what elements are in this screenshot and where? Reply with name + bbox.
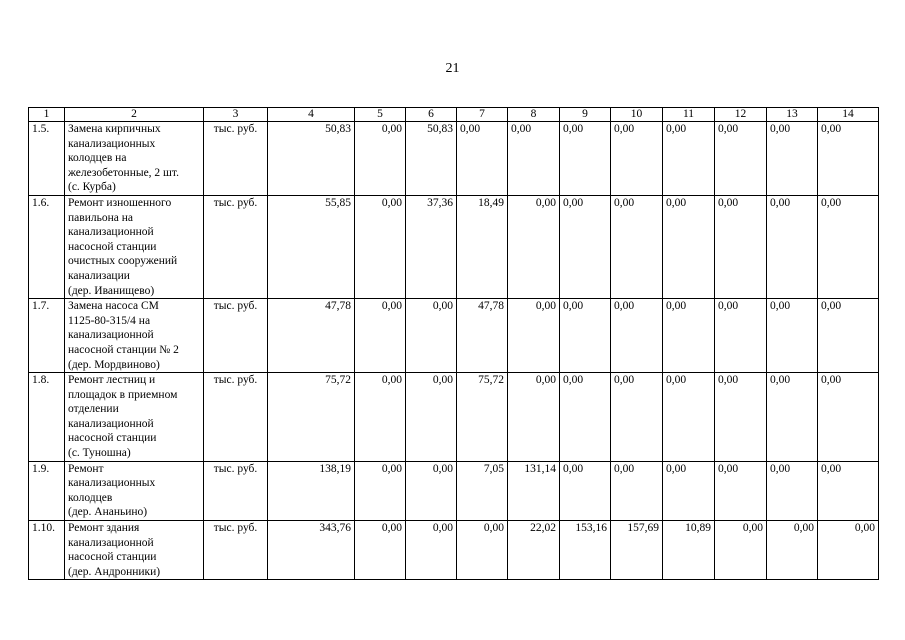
unit-cell: тыс. руб. — [204, 299, 268, 373]
value-cell-col-7: 18,49 — [457, 195, 508, 298]
column-header-12: 12 — [715, 108, 767, 122]
work-name — [65, 461, 204, 520]
value-cell-col-9: 153,16 — [560, 521, 611, 580]
value-cell-col-11: 0,00 — [663, 373, 715, 462]
column-header-8: 8 — [508, 108, 560, 122]
value-cell-col-8: 0,00 — [508, 299, 560, 373]
value-cell-col-4: 55,85 — [268, 195, 355, 298]
value-cell-col-9: 0,00 — [560, 122, 611, 196]
value-cell-col-13: 0,00 — [767, 373, 818, 462]
column-header-3: 3 — [204, 108, 268, 122]
value-cell-col-7: 75,72 — [457, 373, 508, 462]
value-cell-col-8: 131,14 — [508, 461, 560, 520]
column-header-2: 2 — [65, 108, 204, 122]
row-number: 1.7. — [29, 299, 65, 373]
row-number: 1.8. — [29, 373, 65, 462]
value-cell-col-9: 0,00 — [560, 299, 611, 373]
work-name-line: железобетонные, 2 шт. — [68, 166, 179, 179]
value-cell-col-4: 75,72 — [268, 373, 355, 462]
work-name-line: Ремонт здания — [68, 522, 140, 535]
work-name-line: (дер. Андронники) — [68, 565, 161, 578]
work-name-line: насосной станции — [68, 551, 157, 564]
work-name-line: (дер. Иванищево) — [68, 284, 155, 297]
work-name-line: (дер. Мордвиново) — [68, 358, 160, 371]
value-cell-col-7: 7,05 — [457, 461, 508, 520]
work-name-line: (с. Курба) — [68, 181, 116, 194]
work-name-line: очистных сооружений — [68, 255, 178, 268]
value-cell-col-5: 0,00 — [355, 195, 406, 298]
value-cell-col-13: 0,00 — [767, 195, 818, 298]
work-name — [65, 521, 204, 580]
value-cell-col-4: 47,78 — [268, 299, 355, 373]
column-header-7: 7 — [457, 108, 508, 122]
work-name-line: Ремонт — [68, 462, 104, 475]
value-cell-col-6: 0,00 — [406, 373, 457, 462]
work-name-line: насосной станции — [68, 240, 157, 253]
value-cell-col-14: 0,00 — [818, 195, 879, 298]
value-cell-col-12: 0,00 — [715, 122, 767, 196]
value-cell-col-6: 0,00 — [406, 461, 457, 520]
value-cell-col-11: 0,00 — [663, 122, 715, 196]
work-name-line: 1125-80-315/4 на — [68, 314, 151, 327]
value-cell-col-5: 0,00 — [355, 521, 406, 580]
work-name-line: (с. Туношна) — [68, 447, 131, 460]
work-name-line: Замена насоса СМ — [68, 300, 159, 313]
column-header-9: 9 — [560, 108, 611, 122]
value-cell-col-10: 0,00 — [611, 122, 663, 196]
value-cell-col-9: 0,00 — [560, 373, 611, 462]
work-name — [65, 195, 204, 298]
work-name-line: колодцев — [68, 491, 113, 504]
work-name-line: канализационной — [68, 417, 154, 430]
value-cell-col-11: 0,00 — [663, 299, 715, 373]
value-cell-col-8: 22,02 — [508, 521, 560, 580]
value-cell-col-12: 0,00 — [715, 195, 767, 298]
work-name-line: канализационной — [68, 536, 154, 549]
value-cell-col-8: 0,00 — [508, 122, 560, 196]
value-cell-col-14: 0,00 — [818, 373, 879, 462]
work-name — [65, 122, 204, 196]
table-row — [29, 299, 879, 373]
work-name-line: насосной станции № 2 — [68, 343, 179, 356]
row-number: 1.6. — [29, 195, 65, 298]
value-cell-col-7: 0,00 — [457, 521, 508, 580]
unit-cell: тыс. руб. — [204, 195, 268, 298]
value-cell-col-13: 0,00 — [767, 461, 818, 520]
value-cell-col-6: 37,36 — [406, 195, 457, 298]
page-number: 21 — [445, 61, 460, 76]
value-cell-col-11: 0,00 — [663, 195, 715, 298]
work-name-line: колодцев на — [68, 152, 127, 165]
value-cell-col-13: 0,00 — [767, 299, 818, 373]
unit-cell: тыс. руб. — [204, 461, 268, 520]
unit-cell: тыс. руб. — [204, 122, 268, 196]
value-cell-col-14: 0,00 — [818, 122, 879, 196]
column-header-5: 5 — [355, 108, 406, 122]
work-plan-table — [28, 107, 879, 580]
column-header-4: 4 — [268, 108, 355, 122]
value-cell-col-14: 0,00 — [818, 299, 879, 373]
work-name-line: канализационных — [68, 137, 156, 150]
work-name — [65, 299, 204, 373]
value-cell-col-10: 0,00 — [611, 299, 663, 373]
row-number: 1.9. — [29, 461, 65, 520]
work-name-line: Замена кирпичных — [68, 123, 161, 135]
header-row — [29, 108, 879, 122]
value-cell-col-8: 0,00 — [508, 195, 560, 298]
value-cell-col-12: 0,00 — [715, 373, 767, 462]
row-number: 1.10. — [29, 521, 65, 580]
value-cell-col-5: 0,00 — [355, 373, 406, 462]
work-name-line: насосной станции — [68, 432, 157, 445]
value-cell-col-10: 0,00 — [611, 461, 663, 520]
column-header-10: 10 — [611, 108, 663, 122]
work-name-line: (дер. Ананьино) — [68, 506, 148, 519]
unit-cell: тыс. руб. — [204, 521, 268, 580]
work-name-line: канализации — [68, 269, 130, 282]
value-cell-col-10: 157,69 — [611, 521, 663, 580]
table-row — [29, 461, 879, 520]
value-cell-col-7: 0,00 — [457, 122, 508, 196]
value-cell-col-5: 0,00 — [355, 122, 406, 196]
work-name-line: павильона на — [68, 211, 133, 224]
value-cell-col-13: 0,00 — [767, 122, 818, 196]
work-name-line: канализационных — [68, 477, 156, 490]
column-header-13: 13 — [767, 108, 818, 122]
value-cell-col-6: 50,83 — [406, 122, 457, 196]
column-header-14: 14 — [818, 108, 879, 122]
work-name-line: канализационной — [68, 329, 154, 342]
value-cell-col-6: 0,00 — [406, 521, 457, 580]
value-cell-col-14: 0,00 — [818, 461, 879, 520]
value-cell-col-9: 0,00 — [560, 195, 611, 298]
value-cell-col-12: 0,00 — [715, 461, 767, 520]
value-cell-col-13: 0,00 — [767, 521, 818, 580]
value-cell-col-4: 343,76 — [268, 521, 355, 580]
value-cell-col-9: 0,00 — [560, 461, 611, 520]
row-number: 1.5. — [29, 122, 65, 196]
table-row — [29, 195, 879, 298]
value-cell-col-10: 0,00 — [611, 195, 663, 298]
column-header-11: 11 — [663, 108, 715, 122]
value-cell-col-10: 0,00 — [611, 373, 663, 462]
column-header-1: 1 — [29, 108, 65, 122]
work-name-line: канализационной — [68, 226, 154, 239]
value-cell-col-11: 0,00 — [663, 461, 715, 520]
value-cell-col-12: 0,00 — [715, 299, 767, 373]
value-cell-col-4: 138,19 — [268, 461, 355, 520]
value-cell-col-5: 0,00 — [355, 299, 406, 373]
value-cell-col-14: 0,00 — [818, 521, 879, 580]
value-cell-col-7: 47,78 — [457, 299, 508, 373]
value-cell-col-11: 10,89 — [663, 521, 715, 580]
value-cell-col-8: 0,00 — [508, 373, 560, 462]
work-name-line: площадок в приемном — [68, 388, 178, 401]
value-cell-col-4: 50,83 — [268, 122, 355, 196]
work-name-line: Ремонт лестниц и — [68, 374, 156, 387]
value-cell-col-12: 0,00 — [715, 521, 767, 580]
work-name-line: отделении — [68, 403, 119, 416]
table-row — [29, 521, 879, 580]
table-row — [29, 122, 879, 196]
column-header-6: 6 — [406, 108, 457, 122]
unit-cell: тыс. руб. — [204, 373, 268, 462]
work-name-line: Ремонт изношенного — [68, 196, 172, 209]
value-cell-col-5: 0,00 — [355, 461, 406, 520]
table-row — [29, 373, 879, 462]
table-body — [29, 108, 879, 580]
work-name — [65, 373, 204, 462]
value-cell-col-6: 0,00 — [406, 299, 457, 373]
